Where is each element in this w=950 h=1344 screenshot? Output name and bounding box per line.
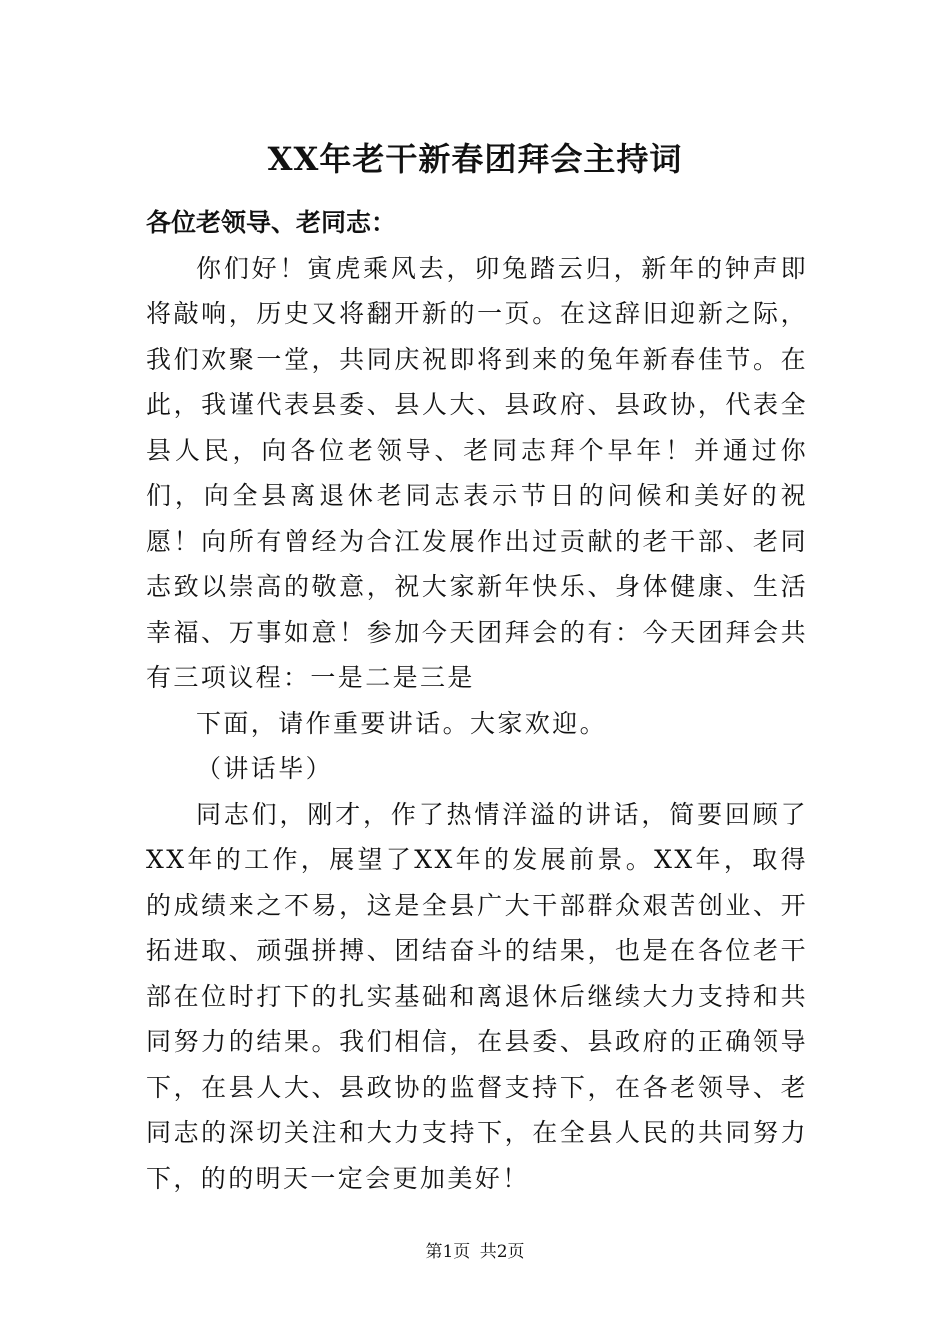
page-number: 第1页	[425, 1242, 471, 1262]
paragraph-greeting: 你们好！寅虎乘风去，卯兔踏云归，新年的钟声即将敲响，历史又将翻开新的一页。在这辞旧迎新之际，我们欢聚一堂，共同庆祝即将到来的兔年新春佳节。在此，我谨代表县委、县人大、县政府、县政协，代表全县人民，向各位老领导、老同志拜个早年！并通过你们，向全县离退休老同志表示节日的问候和美好的祝愿！向所有曾经为合江发展作出过贡献的老干部、老同志致以崇高的敬意，祝大家新年快乐、身体健康、生活幸福、万事如意！参加今天团拜会的有：今天团拜会共有三项议程：一是二是三是	[146, 253, 808, 692]
page-footer	[0, 1240, 950, 1264]
page-total: 共2页	[479, 1242, 525, 1262]
paragraph-speech-end: （讲话毕）	[196, 754, 334, 783]
document-body	[146, 200, 808, 1201]
paragraph-closing: 同志们，刚才，作了热情洋溢的讲话，简要回顾了XX年的工作，展望了XX年的发展前景。XX年，取得的成绩来之不易，这是全县广大干部群众艰苦创业、开拓进取、顽强拼搏、团结奋斗的结果，也是在各位老干部在位时打下的扎实基础和离退休后继续大力支持和共同努力的结果。我们相信，在县委、县政府的正确领导下，在县人大、县政协的监督支持下，在各老领导、老同志的深切关注和大力支持下，在全县人民的共同努力下，的的明天一定会更加美好！	[146, 799, 808, 1193]
salutation: 各位老领导、老同志：	[146, 208, 397, 237]
document-title: XX年老干新春团拜会主持词	[267, 140, 683, 178]
paragraph-invite-speech: 下面，请作重要讲话。大家欢迎。	[196, 708, 608, 738]
